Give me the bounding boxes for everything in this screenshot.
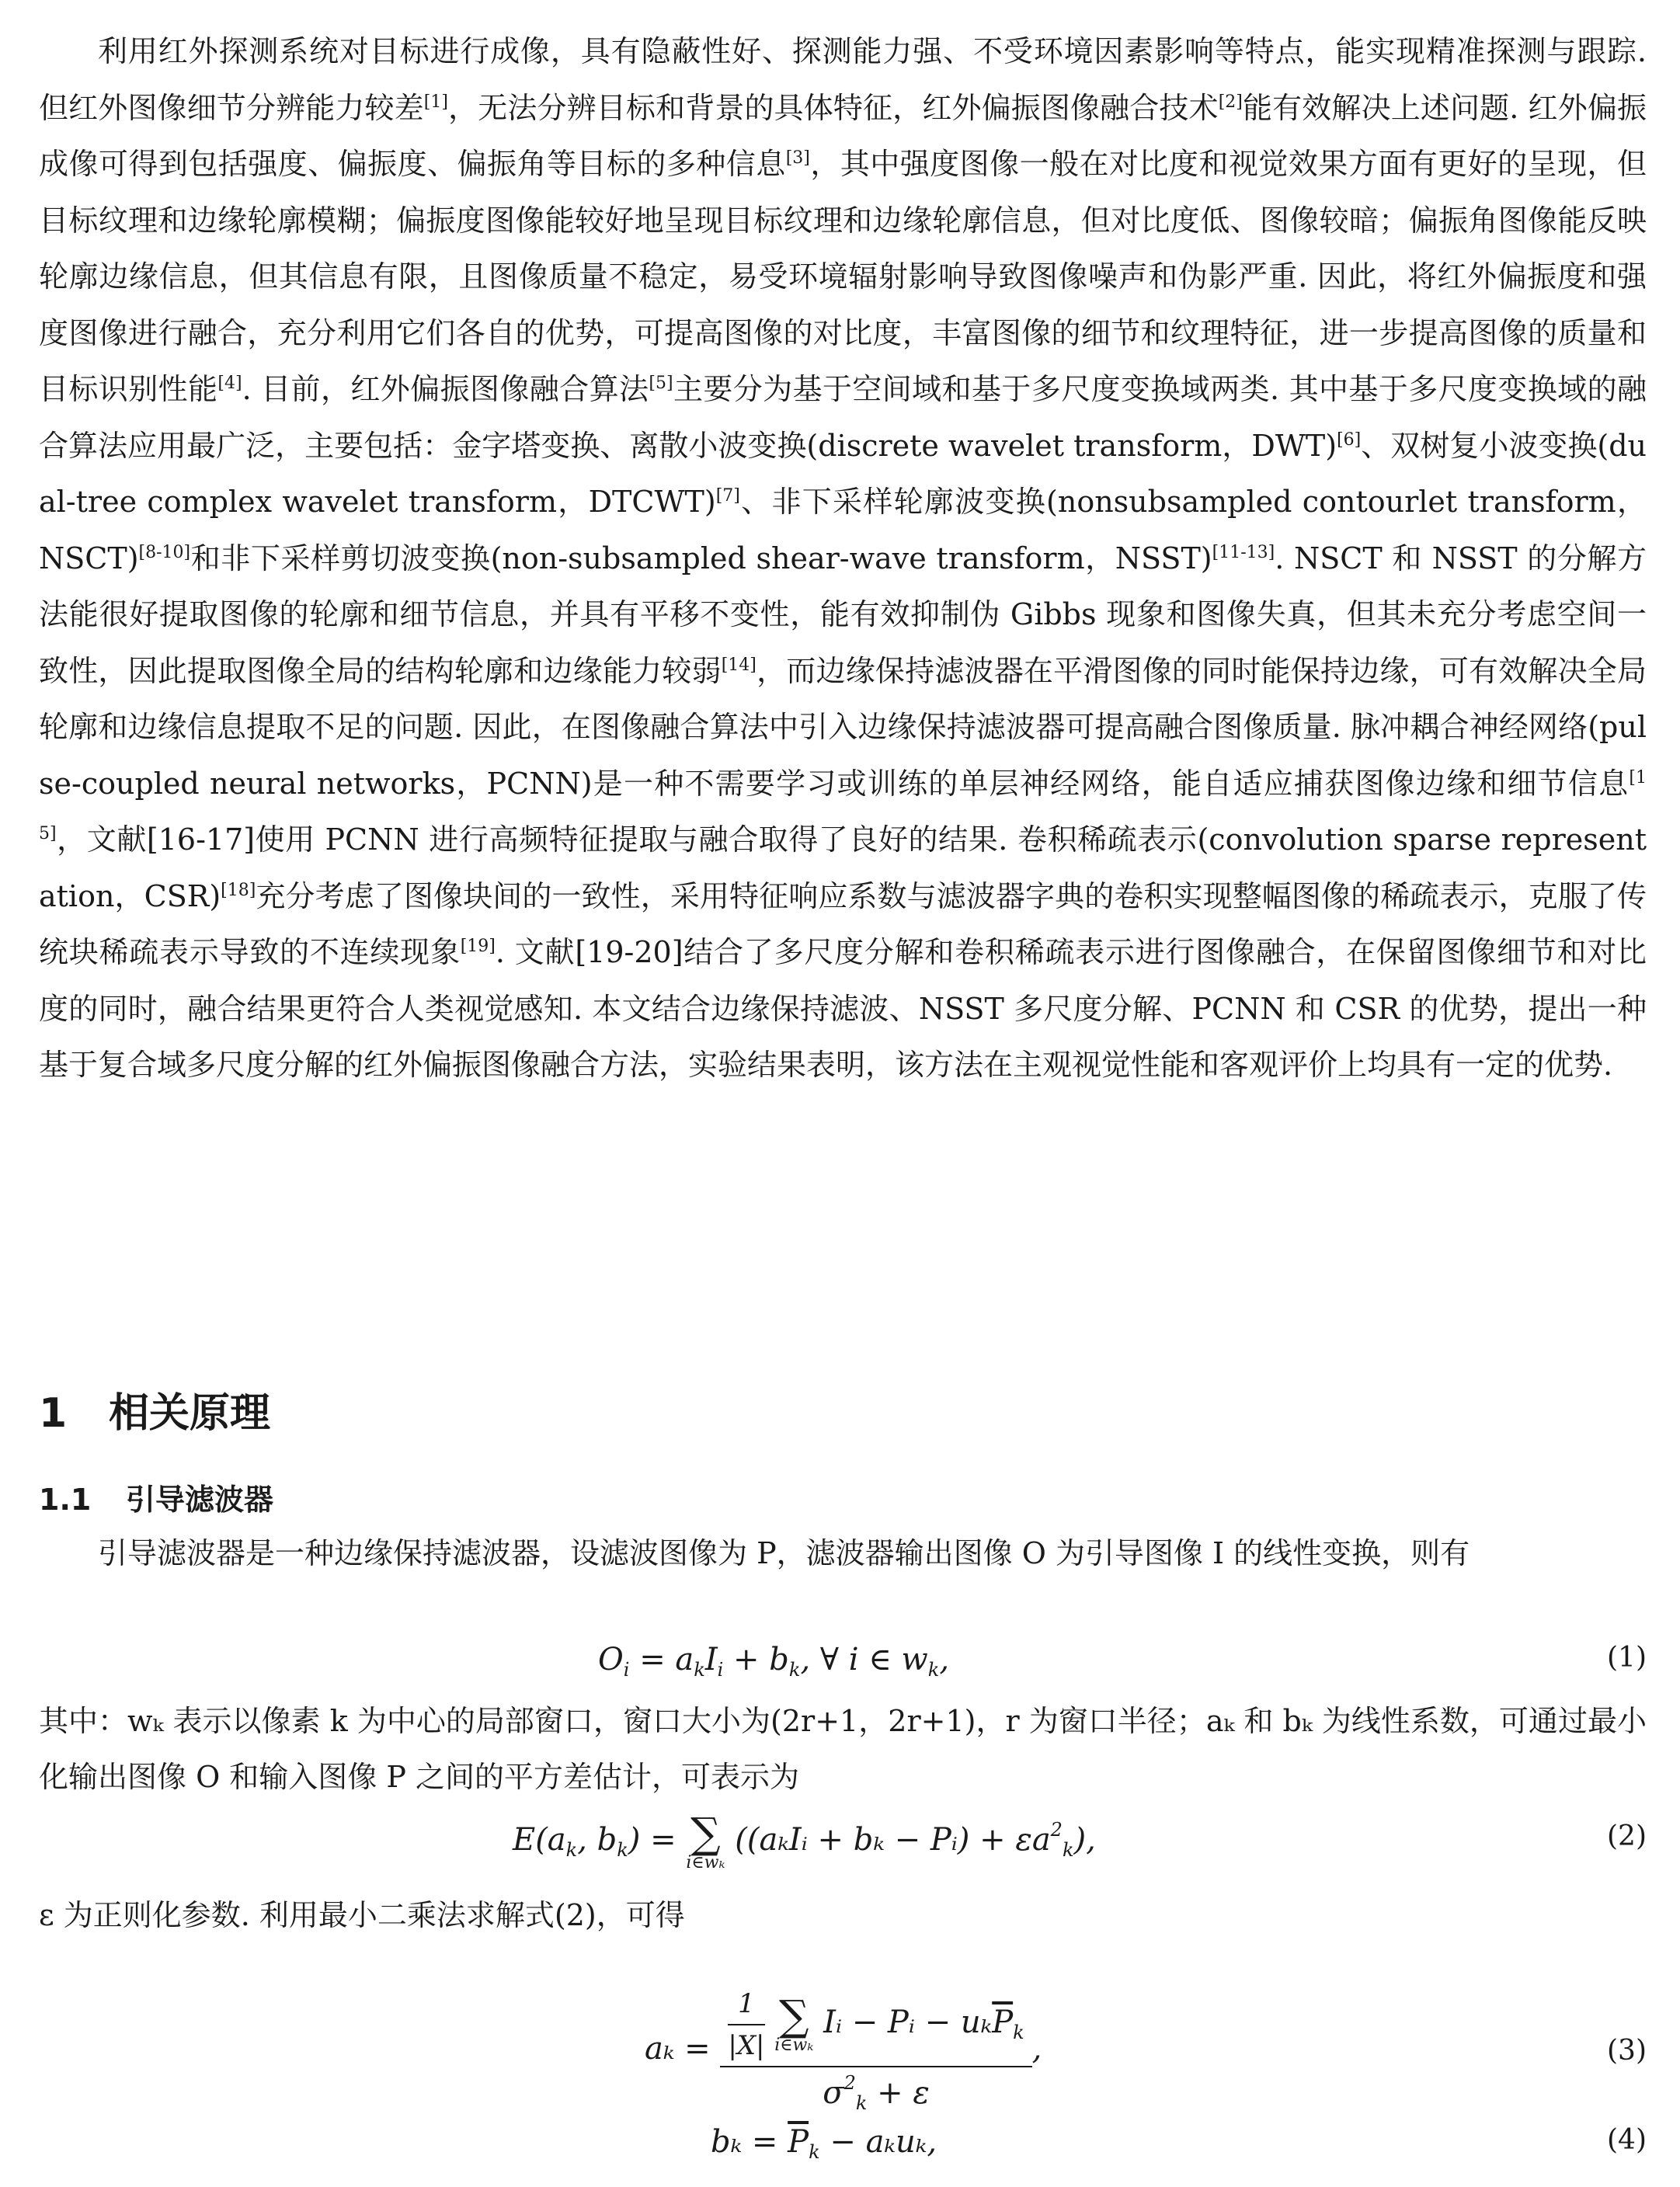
citation: [6] <box>1337 429 1362 450</box>
citation: [5] <box>649 374 673 393</box>
equation-4-number: (4) <box>1607 2124 1647 2156</box>
equation-1-number: (1) <box>1607 1642 1647 1674</box>
text-run: 主要分为基于空间域和基于多尺度变换域两类. 其中基于多尺度变换域的融合算法应用最广泛，主要包括：金字塔变换、离散小波变换(discrete wavelet transform，DWT) <box>39 372 1647 463</box>
text-run: 和非下采样剪切波变换(non-subsampled shear-wave transform，NSST) <box>190 541 1212 575</box>
text-run: . 目前，红外偏振图像融合算法 <box>242 372 649 406</box>
subsection-heading <box>39 1476 273 1518</box>
citation: [4] <box>217 374 242 393</box>
equation-2 <box>39 1809 1647 1883</box>
subsection-number: 1.1 <box>39 1483 92 1517</box>
text-run: 能有效解决上述问题. 红外偏振成像可得到包括强度、偏振度、偏振角等目标的多种信息 <box>39 90 1647 181</box>
intro-paragraph-block <box>39 23 1647 1094</box>
text-run: ，其中强度图像一般在对比度和视觉效果方面有更好的呈现，但目标纹理和边缘轮廓模糊；偏振度图像能较好地呈现目标纹理和边缘轮廓信息，但对比度低、图像较暗；偏振角图像能反映轮廓边缘信息，但其信息有限，且图像质量不稳定，易受环境辐射影响导致图像噪声和伪影严重. 因此，将红外偏振度和强度图像进行融合，充分利用它们各自的优势，可提高图像的对比度，丰富图像的细节和纹理特征，进一步提高图像的质量和目标识别性能 <box>39 147 1647 406</box>
text-run: ，文献[16-17]使用 PCNN 进行高频特征提取与融合取得了良好的结果. 卷积稀疏表示(convolution sparse representation，CSR) <box>39 822 1647 913</box>
section-title: 相关原理 <box>109 1390 271 1437</box>
equation-2-body: $E(a_k$, $b_k$) = ∑ i∈wₖ ((aₖIᵢ + bₖ − Pᵢ) + $\varepsilon a^2_k$), <box>513 1809 1096 1872</box>
equation-4-body: $b_k = \overline{P}_k - a_ku_k$, <box>711 2124 937 2163</box>
text-run: . 文献[19-20]结合了多尺度分解和卷积稀疏表示进行图像融合，在保留图像细节和对比度的同时，融合结果更符合人类视觉感知. 本文结合边缘保持滤波、NSST 多尺度分解、PCNN 和 CSR 的优势，提出一种基于复合域多尺度分解的红外偏振图像融合方法，实验结果表明，该方法在主观视觉性能和客观评价上均具有一定的优势. <box>39 935 1647 1082</box>
text-run: 、双树复小波变换(dual-tree complex wavelet transform，DTCWT) <box>39 428 1647 519</box>
citation: [18] <box>221 880 256 900</box>
text-run: ，而边缘保持滤波器在平滑图像的同时能保持边缘，可有效解决全局轮廓和边缘信息提取不足的问题. 因此，在图像融合算法中引入边缘保持滤波器可提高融合图像质量. 脉冲耦合神经网络(pulse-coupled neural networks，PCNN)是一种不需要学习或训练的单层神经网络，能自适应捕获图像边缘和细节信息 <box>39 653 1647 801</box>
equation-3-fraction: $\frac{1}{|X|}$ ∑ i∈wₖ Iᵢ − Pᵢ − $u_k\overline{P}_k$ $\sigma^2_k + \varepsilon$ <box>720 1988 1031 2114</box>
intro-paragraph <box>39 23 1647 1094</box>
citation: [8-10] <box>138 542 191 562</box>
text-run: . NSCT 和 NSST 的分解方法能很好提取图像的轮廓和细节信息，并具有平移不变性，能有效抑制伪 Gibbs 现象和图像失真，但其未充分考虑空间一致性，因此提取图像全局的结构轮廓和边缘能力较弱 <box>39 541 1647 688</box>
equation-4 <box>39 2124 1647 2171</box>
paragraph-guided-filter: 引导滤波器是一种边缘保持滤波器，设滤波图像为 P，滤波器输出图像 O 为引导图像 I 的线性变换，则有 <box>98 1536 1470 1570</box>
equation-2-number: (2) <box>1607 1820 1647 1852</box>
subsection-title: 引导滤波器 <box>126 1483 274 1517</box>
text-run: 充分考虑了图像块间的一致性，采用特征响应系数与滤波器字典的卷积实现整幅图像的稀疏表示，克服了传统块稀疏表示导致的不连续现象 <box>39 878 1647 969</box>
citation: [2] <box>1218 92 1243 112</box>
text-run: 利用红外探测系统对目标进行成像，具有隐蔽性好、探测能力强、不受环境因素影响等特点，能实现精准探测与跟踪. 但红外图像细节分辨能力较差 <box>39 34 1647 125</box>
text-run: 、非下采样轮廓波变换(nonsubsampled contourlet transform，NSCT) <box>39 485 1647 575</box>
sum-operator: ∑ i∈wₖ <box>686 1809 725 1872</box>
citation: [11-13] <box>1212 542 1275 562</box>
section-heading <box>39 1380 270 1438</box>
equation-3-body: aₖ = $\frac{1}{|X|}$ ∑ i∈wₖ Iᵢ − Pᵢ − $u_k\overline{P}_k$ $\sigma^2_k + \varepsilon$ , <box>645 1988 1042 2114</box>
equation-3 <box>39 1957 1647 2112</box>
citation: [7] <box>715 486 740 506</box>
citation: [14] <box>721 655 757 675</box>
paragraph-where: 其中：wₖ 表示以像素 k 为中心的局部窗口，窗口大小为(2r+1，2r+1)，r 为窗口半径；aₖ 和 bₖ 为线性系数，可通过最小化输出图像 O 和输入图像 P 之间的平方差估计，可表示为 <box>39 1704 1647 1794</box>
text-run: ，无法分辨目标和背景的具体特征，红外偏振图像融合技术 <box>447 90 1219 125</box>
citation: [1] <box>423 92 448 112</box>
equation-3-number: (3) <box>1607 2035 1647 2067</box>
equation-1 <box>39 1642 1647 1688</box>
paragraph-epsilon: ε 为正则化参数. 利用最小二乘法求解式(2)，可得 <box>39 1898 685 1932</box>
citation: [3] <box>785 148 810 168</box>
section-number: 1 <box>39 1390 68 1437</box>
citation: [15] <box>39 767 1647 843</box>
citation: [19] <box>460 937 496 956</box>
equation-1-body: $O_i = a_kI_i + b_k$, ∀ i ∈ $w_k$, <box>598 1642 950 1681</box>
